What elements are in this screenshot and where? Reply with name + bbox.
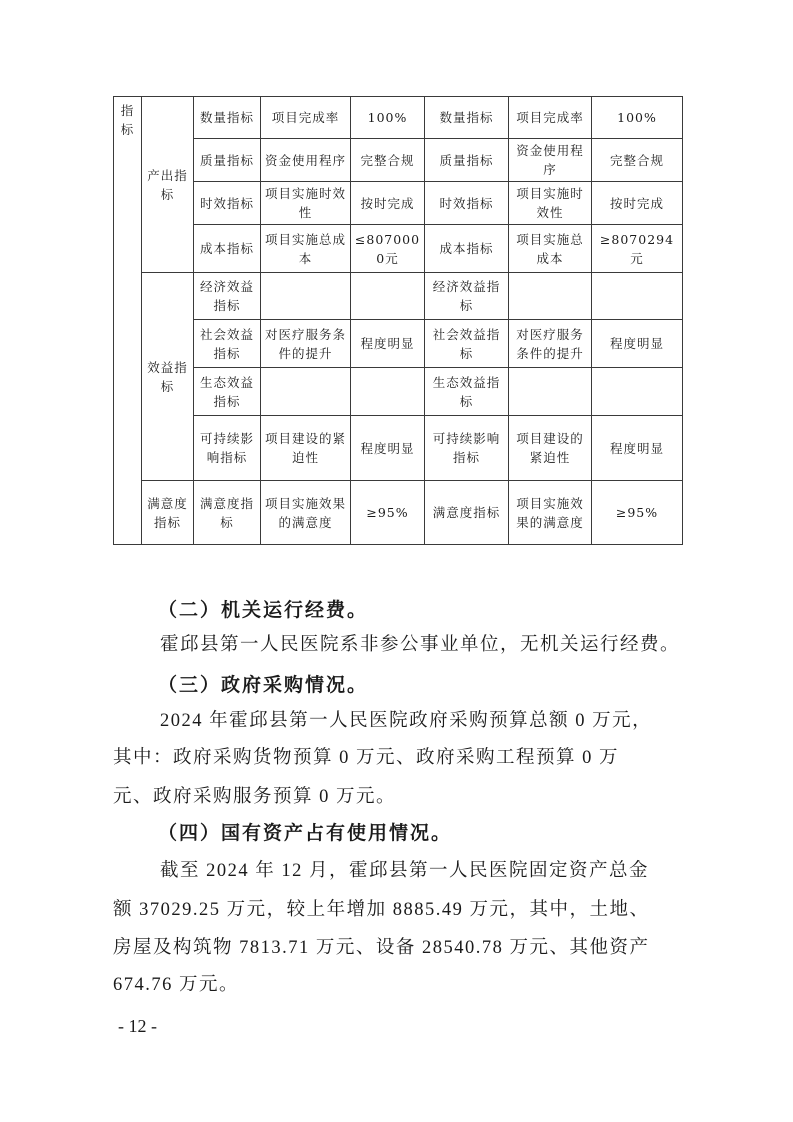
group-benefit: 效益指标 [142,273,194,481]
cell: 满意度指标 [194,481,261,545]
cell: 资金使用程序 [509,139,592,182]
cell: 项目建设的紧迫性 [509,416,592,481]
cell: 资金使用程序 [261,139,351,182]
cell: 项目实施效果的满意度 [261,481,351,545]
cell: 时效指标 [194,182,261,225]
indicator-col-label: 指标 [114,97,142,545]
cell [351,273,425,320]
cell: 成本指标 [425,225,509,273]
cell: 质量指标 [425,139,509,182]
cell: 对医疗服务条件的提升 [261,320,351,368]
performance-indicator-table [113,96,683,545]
cell: 程度明显 [592,416,683,481]
paragraph: 霍邱县第一人民医院系非参公事业单位，无机关运行经费。 [160,635,681,655]
cell: 经济效益指标 [194,273,261,320]
cell: 程度明显 [351,416,425,481]
paragraph: 元、政府采购服务预算 0 万元。 [113,787,397,807]
cell: 项目实施总成本 [509,225,592,273]
cell: 可持续影响指标 [425,416,509,481]
group-satisfaction: 满意度指标 [142,481,194,545]
cell: 项目实施总成本 [261,225,351,273]
cell: ≥95% [351,481,425,545]
cell [351,368,425,416]
cell: 生态效益指标 [425,368,509,416]
cell: 社会效益指标 [425,320,509,368]
cell [509,273,592,320]
cell: 质量指标 [194,139,261,182]
cell: 数量指标 [425,97,509,139]
cell: ≥95% [592,481,683,545]
paragraph: 674.76 万元。 [113,975,240,995]
cell: 完整合规 [592,139,683,182]
paragraph: 其中：政府采购货物预算 0 万元、政府采购工程预算 0 万 [113,748,620,768]
cell: 项目完成率 [261,97,351,139]
paragraph: 2024 年霍邱县第一人民医院政府采购预算总额 0 万元， [160,711,653,731]
cell: 可持续影响指标 [194,416,261,481]
cell: 生态效益指标 [194,368,261,416]
cell: 100% [351,97,425,139]
cell [592,273,683,320]
cell: 按时完成 [592,182,683,225]
group-output: 产出指标 [142,97,194,273]
cell: 完整合规 [351,139,425,182]
cell [261,368,351,416]
cell: 成本指标 [194,225,261,273]
cell [261,273,351,320]
cell: 项目实施时效性 [261,182,351,225]
cell: 项目建设的紧迫性 [261,416,351,481]
paragraph: 额 37029.25 万元，较上年增加 8885.49 万元，其中，土地、 [113,900,650,920]
section-heading-procurement: （三）政府采购情况。 [158,674,369,696]
cell [592,368,683,416]
section-heading-state-assets: （四）国有资产占有使用情况。 [158,822,453,844]
cell: 程度明显 [351,320,425,368]
cell: 按时完成 [351,182,425,225]
cell: ≥8070294元 [592,225,683,273]
cell: 项目完成率 [509,97,592,139]
cell: 100% [592,97,683,139]
cell: 满意度指标 [425,481,509,545]
paragraph: 房屋及构筑物 7813.71 万元、设备 28540.78 万元、其他资产 [113,938,650,958]
cell: 项目实施效果的满意度 [509,481,592,545]
cell: 程度明显 [592,320,683,368]
cell: 数量指标 [194,97,261,139]
cell: 经济效益指标 [425,273,509,320]
cell: 社会效益指标 [194,320,261,368]
page-number: - 12 - [118,1016,157,1036]
paragraph: 截至 2024 年 12 月，霍邱县第一人民医院固定资产总金 [160,861,650,881]
section-heading-operating-costs: （二）机关运行经费。 [158,599,369,621]
cell [509,368,592,416]
cell: 项目实施时效性 [509,182,592,225]
cell: ≤8070000元 [351,225,425,273]
cell: 对医疗服务条件的提升 [509,320,592,368]
cell: 时效指标 [425,182,509,225]
